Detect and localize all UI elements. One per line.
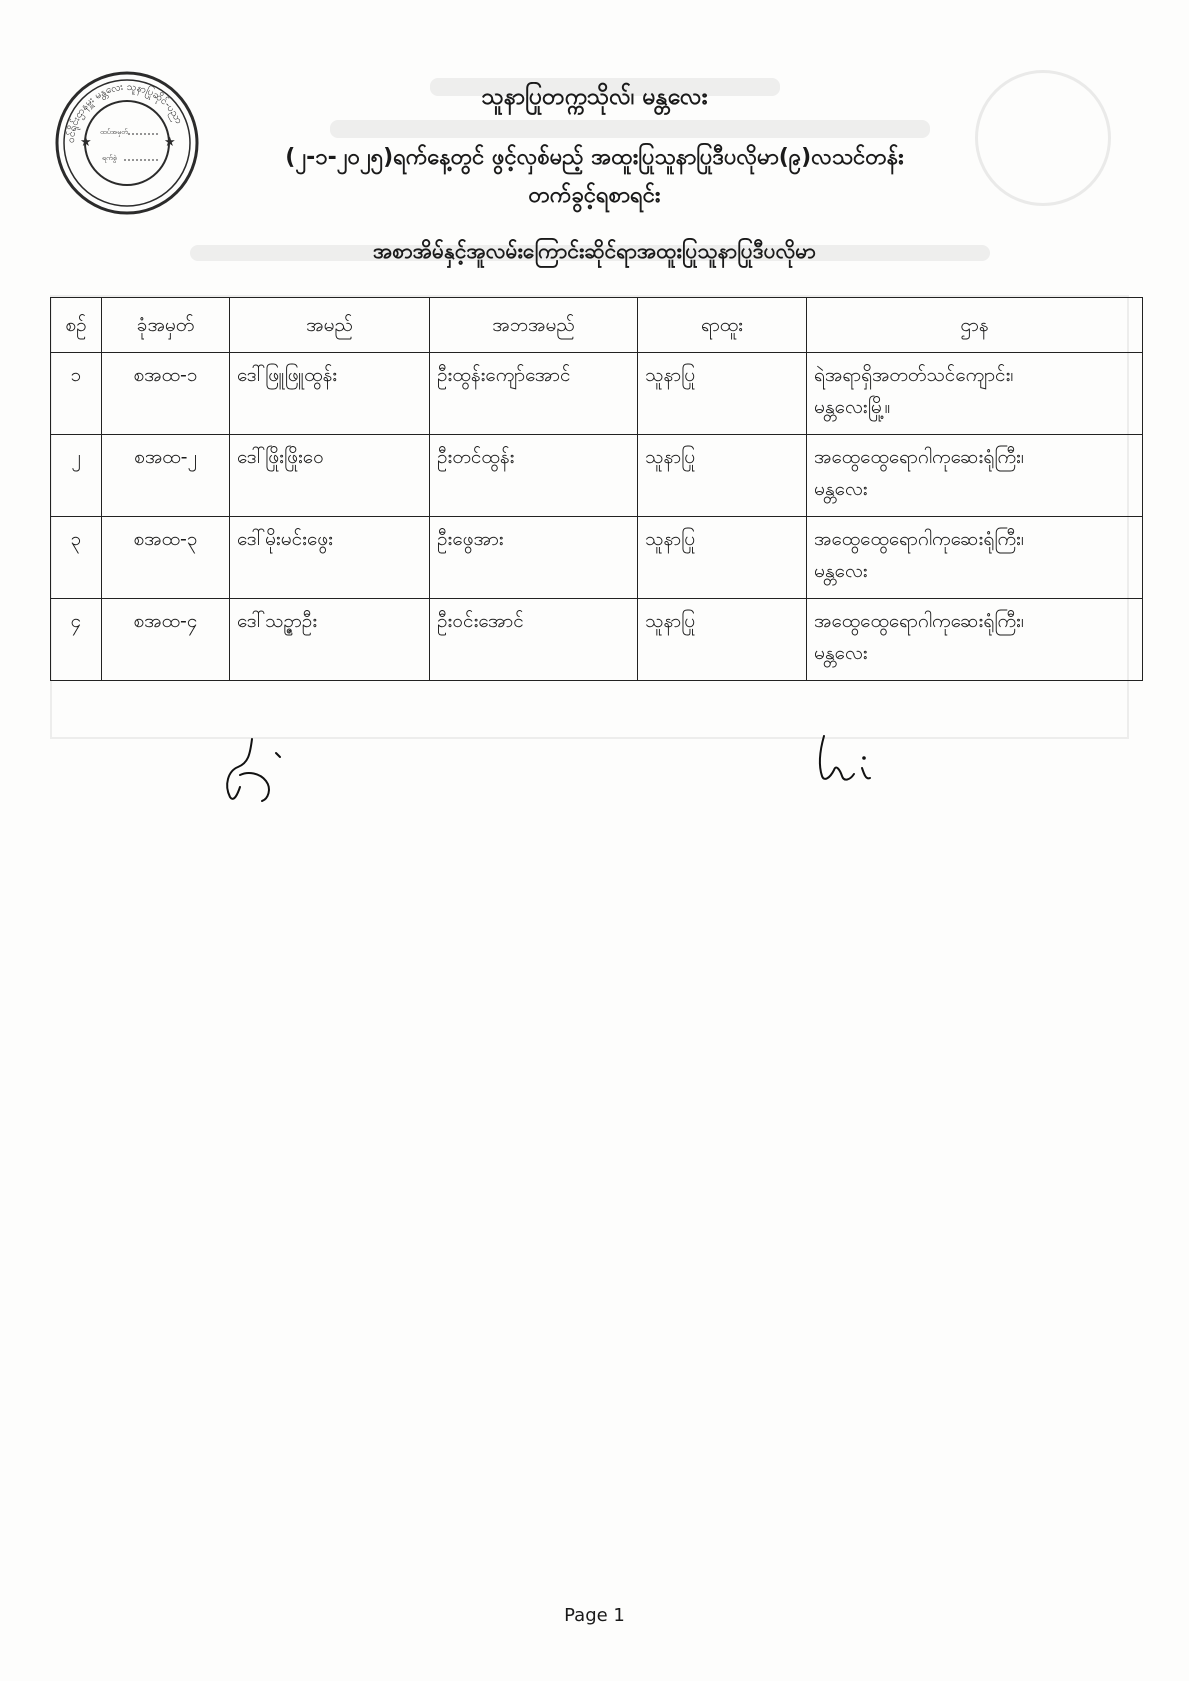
cell-name: ဒေါ်ဖြူဖြူထွန်း <box>230 353 430 435</box>
dept-line: အထွေထွေရောဂါကုဆေးရုံကြီး၊ <box>814 528 1024 550</box>
signature-left <box>218 735 298 815</box>
svg-text:ဝင်ရိုင်းဌာနမှူး မန္တလေး သူနာပ: ဝင်ရိုင်းဌာနမှူး မန္တလေး သူနာပြုဆိုင်-ပညာ <box>65 81 185 144</box>
signature-right <box>810 730 900 790</box>
dept-line: မန္တလေး <box>814 478 868 501</box>
col-header-roll: ခုံအမှတ် <box>102 298 230 353</box>
col-header-no: စဉ် <box>51 298 102 353</box>
cell-dept <box>807 599 1143 681</box>
cell-name: ဒေါ်သဉ္ဇာဦး <box>230 599 430 681</box>
table-row <box>51 435 1143 517</box>
seal-roll-label: ထပ်အမှတ် <box>100 128 128 136</box>
cell-father: ဦးထွန်းကျော်အောင် <box>430 353 638 435</box>
cell-dept <box>807 517 1143 599</box>
cell-roll: စအထ-၁ <box>102 353 230 435</box>
cell-position: သူနာပြု <box>638 599 807 681</box>
cell-no: ၄ <box>51 599 102 681</box>
table-row <box>51 599 1143 681</box>
seal-date-label: ရက်စွဲ <box>102 154 117 162</box>
cell-position: သူနာပြု <box>638 435 807 517</box>
cell-roll: စအထ-၄ <box>102 599 230 681</box>
table-row <box>51 353 1143 435</box>
cell-no: ၂ <box>51 435 102 517</box>
office-title: သူနာပြုတက္ကသိုလ်၊ မန္တလေး <box>481 84 708 110</box>
dept-line: အထွေထွေရောဂါကုဆေးရုံကြီး၊ <box>814 446 1024 468</box>
cell-no: ၁ <box>51 353 102 435</box>
cell-position: သူနာပြု <box>638 353 807 435</box>
dept-line: ရဲအရာရှိအတတ်သင်ကျောင်း၊ <box>814 364 1014 386</box>
list-title: တက်ခွင့်ရစာရင်း <box>528 183 661 208</box>
section-title: အစာအိမ်နှင့်အူလမ်းကြောင်းဆိုင်ရာအထူးပြုသူနာပြုဒီပလိုမာ <box>373 239 816 263</box>
page-number: Page 1 <box>564 1605 625 1626</box>
dept-line: မန္တလေးမြို့။ <box>814 396 891 419</box>
cell-position: သူနာပြု <box>638 517 807 599</box>
col-header-dept: ဌာန <box>807 298 1143 353</box>
course-description: (၂-၁-၂၀၂၅)ရက်နေ့တွင် ဖွင့်လှစ်မည့် အထူးပြုသူနာပြုဒီပလိုမာ(၉)လသင်တန်း <box>285 145 904 170</box>
cell-father: ဦးတင်ထွန်း <box>430 435 638 517</box>
dept-line: မန္တလေး <box>814 642 868 665</box>
svg-text:★: ★ <box>164 135 176 150</box>
dept-line: အထွေထွေရောဂါကုဆေးရုံကြီး၊ <box>814 610 1024 632</box>
cell-dept <box>807 353 1143 435</box>
cell-father: ဦးဖွေအား <box>430 517 638 599</box>
cell-dept <box>807 435 1143 517</box>
svg-text:★: ★ <box>80 135 92 150</box>
cell-roll: စအထ-၃ <box>102 517 230 599</box>
col-header-name: အမည် <box>230 298 430 353</box>
cell-name: ဒေါ်မိုးမင်းဖွေး <box>230 517 430 599</box>
col-header-father: အဘအမည် <box>430 298 638 353</box>
cell-name: ဒေါ်ဖြိုးဖြိုးဝေ <box>230 435 430 517</box>
cell-no: ၃ <box>51 517 102 599</box>
dept-line: မန္တလေး <box>814 560 868 583</box>
candidate-table <box>50 297 1143 681</box>
cell-father: ဦးဝင်းအောင် <box>430 599 638 681</box>
cell-roll: စအထ-၂ <box>102 435 230 517</box>
table-header-row <box>51 298 1143 353</box>
col-header-position: ရာထူး <box>638 298 807 353</box>
table-row <box>51 517 1143 599</box>
